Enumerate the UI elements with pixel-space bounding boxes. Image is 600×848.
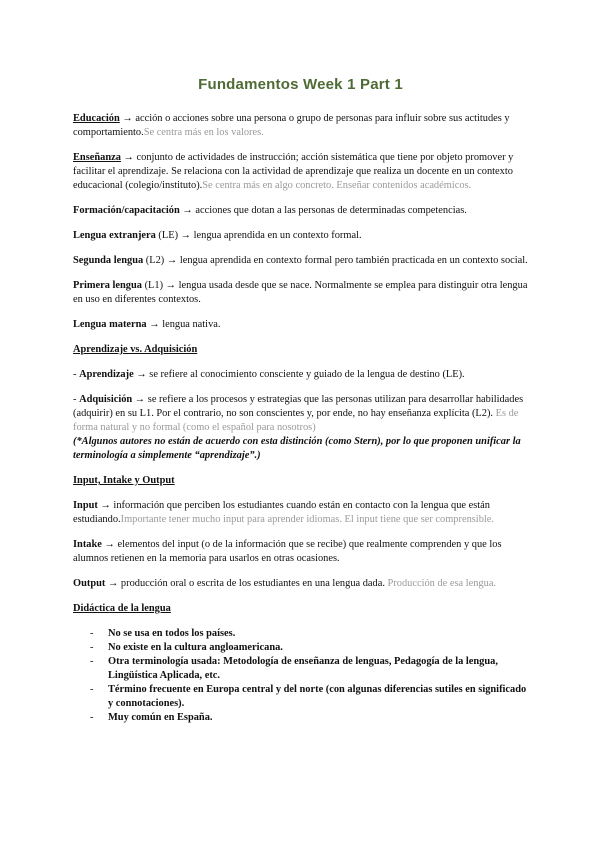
definition-lengua-extranjera bbox=[73, 229, 528, 243]
list-item bbox=[90, 683, 528, 711]
side-note: Se centra más en algo concreto. Enseñar contenidos académicos. bbox=[202, 180, 472, 191]
list-item-text: Término frecuente en Europa central y del norte (con algunas diferencias sutiles en significado y connotaciones). bbox=[108, 684, 527, 709]
term-label: Segunda lengua bbox=[73, 255, 144, 266]
definition-text: → se refiere al conocimiento consciente y guiado de la lengua de destino (LE). bbox=[133, 369, 465, 380]
adquisicion-item bbox=[73, 393, 528, 435]
list-item-text: Muy común en España. bbox=[108, 712, 213, 723]
dash-bullet: - bbox=[90, 656, 94, 667]
section-heading-input: Input, Intake y Output bbox=[73, 475, 175, 486]
definition-lengua-materna bbox=[73, 318, 528, 332]
definition-text: → acción o acciones sobre una persona o grupo de personas para influir sobre sus actitudes y comportamiento. bbox=[73, 113, 510, 138]
definition-text: → acciones que dotan a las personas de determinadas competencias. bbox=[179, 205, 467, 216]
list-item-text: No se usa en todos los países. bbox=[108, 628, 236, 639]
term-label: Input bbox=[73, 500, 98, 511]
side-note: Importante tener mucho input para aprender idiomas. El input tiene que ser comprensible. bbox=[120, 514, 494, 525]
definition-text: → producción oral o escrita de los estudiantes en una lengua dada. bbox=[105, 578, 385, 589]
dash-prefix: - bbox=[73, 369, 80, 380]
definition-output bbox=[73, 577, 528, 591]
list-item bbox=[90, 655, 528, 683]
list-item bbox=[90, 627, 528, 641]
list-item-text: Otra terminología usada: Metodología de enseñanza de lenguas, Pedagogía de la lengua, Lingüística Aplicada, etc. bbox=[108, 656, 498, 681]
dash-bullet: - bbox=[90, 628, 94, 639]
list-item bbox=[90, 641, 528, 655]
footnote: (*Algunos autores no están de acuerdo con esta distinción (como Stern), por lo que proponen unificar la terminología a simplemente “aprendizaje”.) bbox=[73, 436, 521, 461]
definition-text: (L1) → lengua usada desde que se nace. Normalmente se emplea para distinguir otra lengua en uso en diferentes contextos. bbox=[73, 280, 528, 305]
definition-primera-lengua bbox=[73, 279, 528, 307]
term-label: Lengua extranjera bbox=[73, 230, 156, 241]
definition-input bbox=[73, 499, 528, 527]
didactica-list bbox=[73, 627, 528, 725]
definition-formacion bbox=[73, 204, 528, 218]
term-label: Intake bbox=[73, 539, 102, 550]
dash-bullet: - bbox=[90, 684, 94, 695]
definition-educacion bbox=[73, 112, 528, 140]
dash-bullet: - bbox=[90, 642, 94, 653]
section-heading-aprendizaje: Aprendizaje vs. Adquisición bbox=[73, 344, 198, 355]
section-heading-didactica: Didáctica de la lengua bbox=[73, 603, 171, 614]
adquisicion-block bbox=[73, 393, 528, 463]
term-label: Lengua materna bbox=[73, 319, 147, 330]
list-item bbox=[90, 711, 528, 725]
term-label: Adquisición bbox=[79, 394, 133, 405]
side-note: Producción de esa lengua. bbox=[387, 578, 497, 589]
term-label: Formación/capacitación bbox=[73, 205, 180, 216]
term-label: Educación bbox=[73, 113, 120, 124]
list-item-text: No existe en la cultura angloamericana. bbox=[108, 642, 283, 653]
definition-intake bbox=[73, 538, 528, 566]
definition-text: → conjunto de actividades de instrucción; acción sistemática que tiene por objeto promover y facilitar el aprendizaje. Se relaciona con la actividad de aprendizaje que realiza un docente en un contexto educacional (colegio/instituto). bbox=[73, 152, 514, 191]
aprendizaje-item bbox=[73, 368, 528, 382]
term-label: Enseñanza bbox=[73, 152, 121, 163]
definition-text: → lengua nativa. bbox=[146, 319, 221, 330]
definition-ensenanza bbox=[73, 151, 528, 193]
term-label: Aprendizaje bbox=[79, 369, 134, 380]
definition-segunda-lengua bbox=[73, 254, 528, 268]
side-note: Es de forma natural y no formal (como el español para nosotros) bbox=[73, 408, 519, 433]
dash-prefix: - bbox=[73, 394, 80, 405]
dash-bullet: - bbox=[90, 712, 94, 723]
page-title: Fundamentos Week 1 Part 1 bbox=[198, 76, 403, 93]
side-note: Se centra más en los valores. bbox=[143, 127, 264, 138]
term-label: Output bbox=[73, 578, 106, 589]
definition-text: (L2) → lengua aprendida en contexto formal pero también practicada en un contexto social. bbox=[143, 255, 528, 266]
definition-text: → elementos del input (o de la información que se recibe) que realmente comprenden y que los alumnos retienen en la memoria para usarlos en otras ocasiones. bbox=[73, 539, 502, 564]
definition-text: → información que perciben los estudiantes cuando están en contacto con la lengua que están estudiando. bbox=[73, 500, 490, 525]
definition-text: → se refiere a los procesos y estrategias que las personas utilizan para desarrollar habilidades (adquirir) en su L1. Por el contrario, no son conscientes y, por ende, no hay enseñanza explícita (L2). bbox=[73, 394, 524, 419]
term-label: Primera lengua bbox=[73, 280, 142, 291]
definition-text: (LE) → lengua aprendida en un contexto formal. bbox=[155, 230, 362, 241]
